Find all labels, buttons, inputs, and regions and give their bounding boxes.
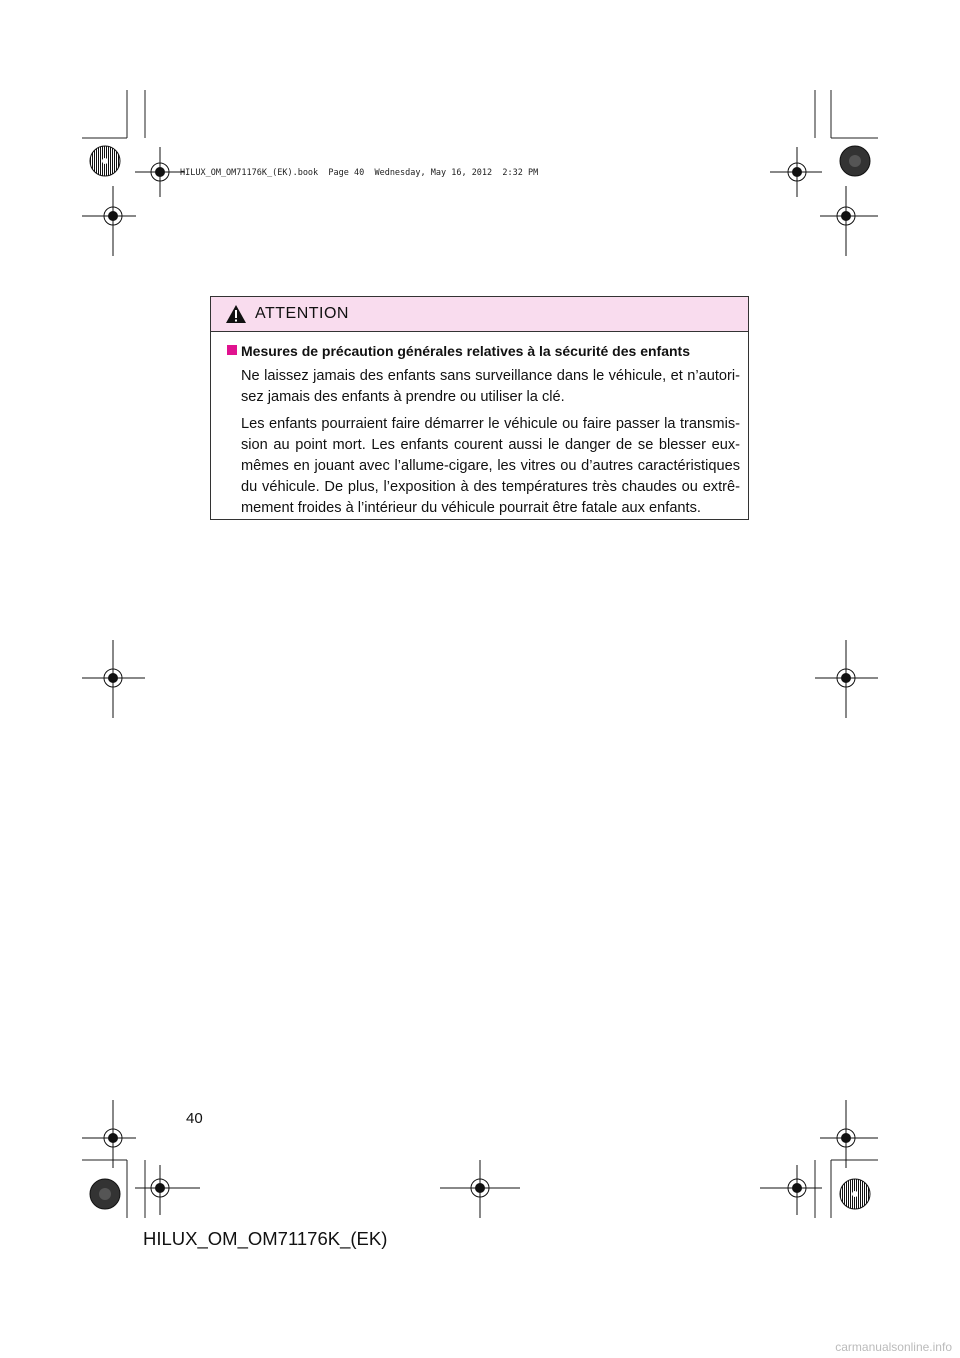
paragraph-dangers: Les enfants pourraient faire démarrer le véhicule ou faire passer la transmis-sion au point mort. Les enfants courent aussi le danger de se blesser eux-mêmes en jouant avec l’allume-cigare, les vitres ou d’autres caractéristiques du véhicule. De plus, l’exposition à des températures très chaudes ou extrê-mement froides à l’intérieur du véhicule pourrait être fatale aux enfants. <box>241 416 740 516</box>
sunburst-mark-top-left <box>90 146 120 176</box>
page-number: 40 <box>186 1110 203 1127</box>
paragraph-supervision: Ne laissez jamais des enfants sans surveillance dans le véhicule, et n’autori-sez jamais des enfants à prendre ou utiliser la clé. <box>241 368 740 405</box>
crosshair-target <box>82 1100 136 1168</box>
crosshair-target <box>820 1100 878 1168</box>
square-bullet-icon <box>227 345 237 355</box>
book-file-header: HILUX_OM_OM71176K_(EK).book Page 40 Wednesday, May 16, 2012 2:32 PM <box>180 168 539 178</box>
attention-header <box>211 297 748 332</box>
crosshair-target <box>760 1165 822 1215</box>
crosshair-target <box>440 1160 520 1218</box>
site-credit: carmanualsonline.info <box>835 1340 952 1354</box>
warning-triangle-icon <box>225 304 247 324</box>
crosshair-target <box>135 147 185 197</box>
section-heading-row <box>227 343 740 360</box>
crosshair-target <box>82 186 136 256</box>
crosshair-target <box>82 640 145 718</box>
crosshair-target <box>815 640 878 718</box>
crosshair-target <box>820 186 878 256</box>
attention-box <box>210 296 749 520</box>
document-id: HILUX_OM_OM71176K_(EK) <box>143 1228 388 1249</box>
sunburst-mark-bottom-right <box>840 1179 870 1209</box>
attention-body <box>211 332 748 519</box>
sunburst-mark-top-right <box>840 146 870 176</box>
crosshair-target <box>770 147 822 197</box>
sunburst-mark-bottom-left <box>90 1179 120 1209</box>
attention-title: ATTENTION <box>255 305 349 322</box>
section-heading: Mesures de précaution générales relatives à la sécurité des enfants <box>241 343 690 359</box>
